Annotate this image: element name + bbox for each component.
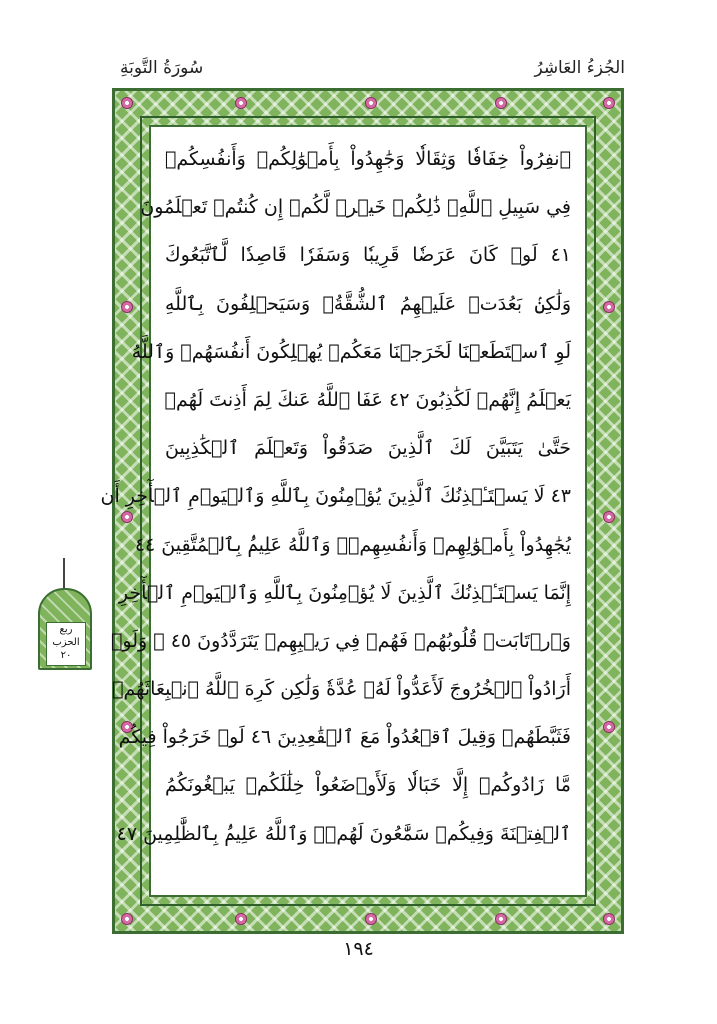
rosette-ornament <box>495 913 507 925</box>
text-line: ٤١ لَوۡ كَانَ عَرَضٗا قَرِيبٗا وَسَفَرٗا قَاصِدٗا لَّٱتَّبَعُوكَ <box>165 244 571 267</box>
text-line: يُجَٰهِدُواْ بِأَمۡوَٰلِهِمۡ وَأَنفُسِهِمۡۗ وَٱللَّهُ عَلِيمُۢ بِٱلۡمُتَّقِينَ ٤٤ <box>134 533 571 556</box>
juz-name: الجُزءُ العَاشِرُ <box>534 58 625 78</box>
text-line: ٱلۡفِتۡنَةَ وَفِيكُمۡ سَمَّٰعُونَ لَهُمۡۗ وَٱللَّهُ عَلِيمُۢ بِٱلظَّٰلِمِينَ ٤٧ <box>116 822 571 845</box>
marker-label <box>46 622 86 666</box>
text-line: ٤٣ لَا يَسۡتَـٔۡذِنُكَ ٱلَّذِينَ يُؤۡمِنُونَ بِٱللَّهِ وَٱلۡيَوۡمِ ٱلۡأٓخِرِ أَن <box>100 485 571 508</box>
marker-stem <box>63 558 65 592</box>
marker-line-rub: ربع <box>59 624 73 635</box>
rosette-ornament <box>121 301 133 313</box>
marker-line-hizb: الحزب <box>52 637 80 648</box>
text-line: إِنَّمَا يَسۡتَـٔۡذِنُكَ ٱلَّذِينَ لَا يُؤۡمِنُونَ بِٱللَّهِ وَٱلۡيَوۡمِ ٱلۡأٓخِرِ <box>118 581 571 604</box>
text-line: ٱنفِرُواْ خِفَافٗا وَثِقَالٗا وَجَٰهِدُواْ بِأَمۡوَٰلِكُمۡ وَأَنفُسِكُمۡ <box>165 148 571 170</box>
rosette-ornament <box>603 301 615 313</box>
text-line: وَٱرۡتَابَتۡ قُلُوبُهُمۡ فَهُمۡ فِي رَيۡبِهِمۡ يَتَرَدَّدُونَ ٤٥ ۞ وَلَوۡ <box>111 629 571 652</box>
text-line: وَلَٰكِنۢ بَعُدَتۡ عَلَيۡهِمُ ٱلشُّقَّةُۚ وَسَيَحۡلِفُونَ بِٱللَّهِ <box>165 292 571 315</box>
rosette-ornament <box>603 913 615 925</box>
page-border-frame <box>100 88 624 934</box>
rosette-ornament <box>235 97 247 109</box>
text-line: أَرَادُواْ ٱلۡخُرُوجَ لَأَعَدُّواْ لَهُۥ عُدَّةٗ وَلَٰكِن كَرِهَ ٱللَّهُ ٱنۢبِعَاثَهُمۡ <box>112 678 571 701</box>
rosette-ornament <box>235 913 247 925</box>
hizb-quarter-marker <box>36 558 94 670</box>
rosette-ornament <box>603 97 615 109</box>
text-line: مَّا زَادُوكُمۡ إِلَّا خَبَالٗا وَلَأَوۡضَعُواْ خِلَٰلَكُمۡ يَبۡغُونَكُمُ <box>165 774 571 797</box>
rosette-ornament <box>365 97 377 109</box>
text-line: فِي سَبِيلِ ٱللَّهِۚ ذَٰلِكُمۡ خَيۡرٞ لَّكُمۡ إِن كُنتُمۡ تَعۡلَمُونَ <box>140 196 571 219</box>
rosette-ornament <box>603 721 615 733</box>
rosette-ornament <box>495 97 507 109</box>
text-line: فَثَبَّطَهُمۡ وَقِيلَ ٱقۡعُدُواْ مَعَ ٱلۡقَٰعِدِينَ ٤٦ لَوۡ خَرَجُواْ فِيكُم <box>118 726 571 749</box>
surah-name: سُورَةُ التَّوبَةِ <box>120 58 204 78</box>
text-panel <box>100 125 587 897</box>
page-number: ١٩٤ <box>343 938 374 960</box>
verse-lines <box>100 135 585 895</box>
rosette-ornament <box>365 913 377 925</box>
marker-arch <box>38 588 92 670</box>
rosette-ornament <box>121 97 133 109</box>
text-line: حَتَّىٰ يَتَبَيَّنَ لَكَ ٱلَّذِينَ صَدَقُواْ وَتَعۡلَمَ ٱلۡكَٰذِبِينَ <box>165 437 571 460</box>
marker-line-number: ٢٠ <box>60 650 72 661</box>
text-line: يَعۡلَمُ إِنَّهُمۡ لَكَٰذِبُونَ ٤٢ عَفَا ٱللَّهُ عَنكَ لِمَ أَذِنتَ لَهُمۡ <box>164 388 571 411</box>
text-line: لَوِ ٱسۡتَطَعۡنَا لَخَرَجۡنَا مَعَكُمۡ يُهۡلِكُونَ أَنفُسَهُمۡ وَٱللَّهُ <box>131 340 571 363</box>
rosette-ornament <box>121 913 133 925</box>
rosette-ornament <box>603 511 615 523</box>
